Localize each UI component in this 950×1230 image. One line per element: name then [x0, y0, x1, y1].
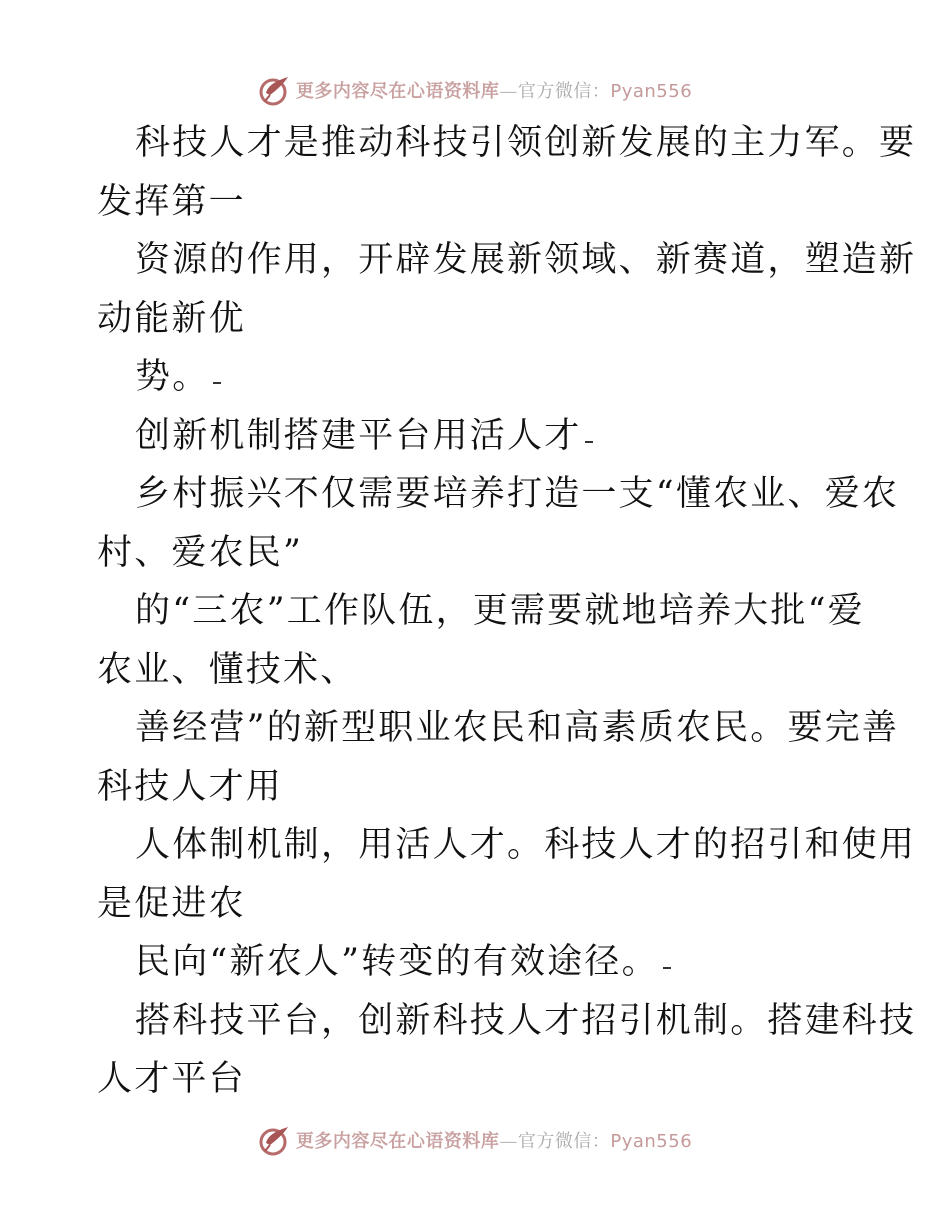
paragraph: [97, 933, 857, 992]
paragraph: [97, 582, 865, 699]
footer-watermark-text: [296, 1127, 692, 1153]
paragraph: [97, 231, 917, 348]
watermark-dash: —: [499, 1131, 518, 1152]
paragraph-mark: [585, 441, 593, 443]
paragraph-line: 科技人才是推动科技引领创新发展的主力军。要: [135, 123, 917, 163]
paragraph: [97, 465, 900, 582]
paragraph: [97, 114, 917, 231]
header-watermark-text: [296, 77, 692, 103]
footer-watermark: [0, 1120, 950, 1160]
paragraph-mark: [213, 382, 221, 384]
watermark-wechat-label: 官方微信：: [517, 1131, 611, 1152]
watermark-main-text: 更多内容尽在心语资料库: [295, 1131, 500, 1152]
paragraph-line-wrap: 动能新优: [97, 298, 246, 339]
paragraph-line: 势。: [135, 357, 210, 397]
document-body: [97, 114, 917, 1109]
paragraph-line: 人体制机制，用活人才。科技人才的招引和使用: [135, 825, 917, 865]
header-watermark: [0, 70, 950, 110]
quill-logo-icon: [258, 1123, 292, 1157]
header-watermark-inner: [258, 73, 692, 107]
paragraph: [97, 699, 900, 816]
quill-logo-icon: [258, 73, 292, 107]
paragraph-line-wrap: 发挥第一: [97, 181, 246, 222]
paragraph: [97, 348, 857, 407]
paragraph-line: 善经营”的新型职业农民和高素质农民。要完善: [135, 708, 900, 748]
paragraph: [97, 407, 857, 466]
paragraph-line: 民向“新农人”转变的有效途径。: [135, 942, 659, 982]
watermark-wechat-label: 官方微信：: [517, 81, 611, 102]
paragraph-line: 的“三农”工作队伍，更需要就地培养大批“爱: [135, 591, 865, 631]
watermark-wechat-handle: Pyan556: [610, 1131, 693, 1152]
watermark-wechat-handle: Pyan556: [610, 81, 693, 102]
paragraph-line-wrap: 农业、懂技术、: [97, 649, 358, 690]
paragraph: [97, 992, 917, 1109]
watermark-dash: —: [499, 81, 518, 102]
paragraph-line: 乡村振兴不仅需要培养打造一支“懂农业、爱农: [135, 474, 900, 514]
paragraph: [97, 816, 917, 933]
paragraph-line: 搭科技平台，创新科技人才招引机制。搭建科技: [135, 1000, 917, 1041]
paragraph-line: 资源的作用，开辟发展新领域、新赛道，塑造新: [135, 240, 917, 280]
footer-watermark-inner: [258, 1123, 692, 1157]
paragraph-line: 创新机制搭建平台用活人才: [135, 415, 582, 456]
paragraph-mark: [663, 967, 671, 969]
paragraph-line-wrap: 科技人才用: [97, 766, 284, 807]
paragraph-line-wrap: 村、爱农民”: [97, 532, 304, 573]
paragraph-line-wrap: 是促进农: [97, 883, 246, 924]
paragraph-line-wrap: 人才平台: [97, 1059, 246, 1099]
watermark-main-text: 更多内容尽在心语资料库: [295, 81, 500, 102]
